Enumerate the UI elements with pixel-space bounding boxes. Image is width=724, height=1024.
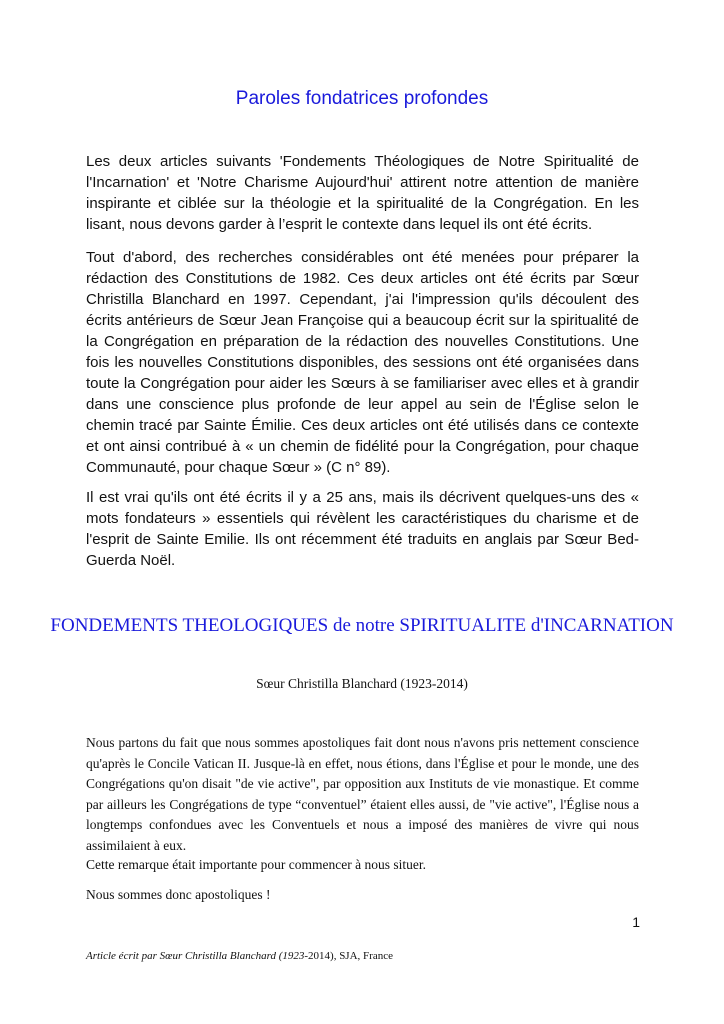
footer-italic-text: Article écrit par Sœur Christilla Blanchard (1923- bbox=[86, 950, 309, 962]
footer-text: 2014), SJA, France bbox=[308, 950, 393, 962]
intro-paragraph-2: Tout d'abord, des recherches considérables ont été menées pour préparer la rédaction des Constitutions de 1982. Ces deux articles ont été écrits par Sœur Christilla Blanchard en 1997. Cependant, j'ai l'impression qu'ils découlent des écrits antérieurs de Sœur Jean Françoise qui a beaucoup écrit sur la spiritualité de la Congrégation en préparation de la rédaction des nouvelles Constitutions. Une fois les nouvelles Constitutions disponibles, des sessions ont été organisées dans toute la Congrégation pour aider les Sœurs à se familiariser avec elles et à grandir dans une conscience plus profonde de leur appel au sein de l'Église selon le chemin tracé par Sainte Émilie. Ces deux articles ont été utilisés dans ce contexte et ont ainsi contribué à « un chemin de fidélité pour la Congrégation, pour chaque Communauté, pour chaque Sœur » (C n° 89). bbox=[86, 249, 639, 476]
intro-paragraph-1: Les deux articles suivants 'Fondements Théologiques de Notre Spiritualité de l'Incarnation' et 'Notre Charisme Aujourd'hui' attirent notre attention de manière inspirante et ciblée sur la théologie et la spiritualité de la Congrégation. En les lisant, nous devons garder à l’esprit le contexte dans lequel ils ont été écrits. bbox=[86, 153, 639, 233]
page-title: Paroles fondatrices profondes bbox=[235, 88, 489, 109]
article-author: Sœur Christilla Blanchard (1923-2014) bbox=[256, 676, 468, 691]
article-paragraph-3: Nous sommes donc apostoliques ! bbox=[86, 887, 271, 902]
article-paragraph-1: Nous partons du fait que nous sommes apostoliques fait dont nous n'avons pris nettement conscience qu'après le Concile Vatican II. Jusque-là en effet, nous étions, dans l'Église et pour le monde, une des Congrégations qu'on disait "de vie active", par opposition aux Instituts de vie monastique. Et comme par ailleurs les Congrégations de type “conventuel” étaient elles aussi, de "vie active", l'Église nous a longtemps confondues avec les Conventuels et nous a imposé des manières de vivre qui nous assimilaient à eux. bbox=[86, 735, 639, 853]
intro-paragraph-3: Il est vrai qu'ils ont été écrits il y a 25 ans, mais ils décrivent quelques-uns des « mots fondateurs » essentiels qui révèlent les caractéristiques du charisme et de l'esprit de Sainte Emilie. Ils ont récemment été traduits en anglais par Sœur Bed-Guerda Noël. bbox=[86, 489, 639, 569]
article-paragraph-2: Cette remarque était importante pour commencer à nous situer. bbox=[86, 857, 427, 872]
page-footer bbox=[86, 950, 646, 962]
article-title: FONDEMENTS THEOLOGIQUES de notre SPIRITUALITE d'INCARNATION bbox=[50, 615, 674, 636]
page-number: 1 bbox=[632, 914, 640, 930]
